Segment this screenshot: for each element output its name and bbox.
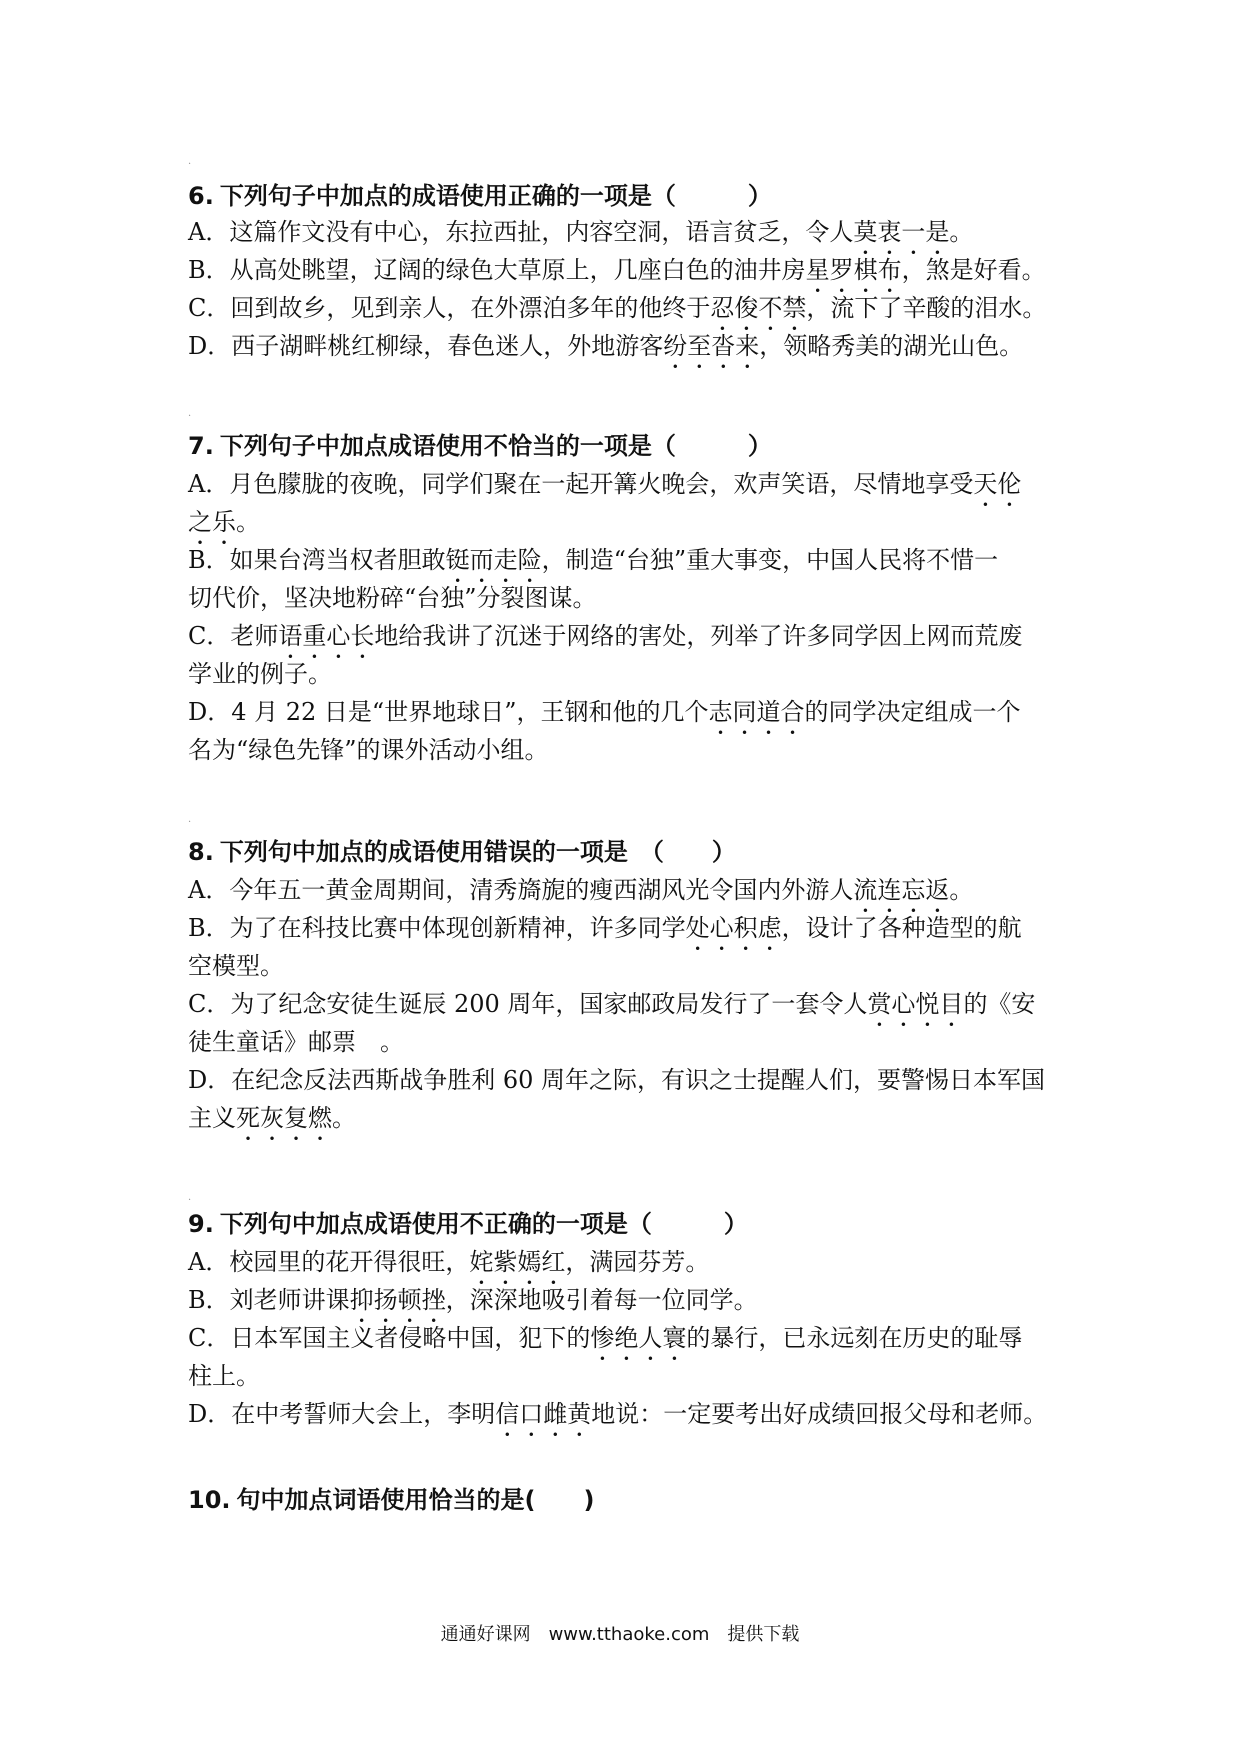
question-8-option-c-cont: 徒生童话》邮票 。 — [188, 1028, 404, 1056]
question-6-option-c: C．回到故乡，见到亲人，在外漂泊多年的他终于忍俊不禁，流下了辛酸的泪水。 — [188, 294, 1047, 322]
question-9-option-d: D．在中考誓师大会上，李明信口雌黄地说：一定要考出好成绩回报父母和老师。 — [188, 1400, 1048, 1428]
question-number: 9. — [188, 1210, 214, 1238]
question-7-title — [188, 426, 1068, 466]
question-7-option-c: C．老师语重心长地给我讲了沉迷于网络的害处，列举了许多同学因上网而荒废 — [188, 622, 1023, 650]
separator-dot: · — [188, 159, 192, 170]
question-10-title — [188, 1480, 1068, 1520]
question-9-option-a: A．校园里的花开得很旺，姹紫嫣红，满园芬芳。 — [188, 1248, 710, 1276]
question-stem: 句中加点词语使用恰当的是( ) — [236, 1486, 595, 1514]
footer-text: 通通好课网 www.tthaoke.com 提供下载 — [440, 1624, 800, 1645]
question-8-title — [188, 832, 1068, 872]
question-8-option-c: C．为了纪念安徒生诞辰 200 周年，国家邮政局发行了一套令人赏心悦目的《安 — [188, 990, 1036, 1018]
question-number: 6. — [188, 182, 214, 210]
question-7-option-c-cont: 学业的例子。 — [188, 660, 332, 688]
question-8-option-d-cont: 主义死灰复燃。 — [188, 1104, 356, 1132]
question-7-option-b: B．如果台湾当权者胆敢铤而走险，制造“台独”重大事变，中国人民将不惜一 — [188, 546, 999, 574]
question-number: 8. — [188, 838, 214, 866]
question-7-option-b-cont: 切代价，坚决地粉碎“台独”分裂图谋。 — [188, 584, 597, 612]
question-9-title — [188, 1204, 1068, 1244]
question-7-option-d-cont: 名为“绿色先锋”的课外活动小组。 — [188, 736, 549, 764]
separator-dot: · — [188, 1195, 192, 1206]
question-9-option-c-cont: 柱上。 — [188, 1362, 260, 1390]
question-8-option-b-cont: 空模型。 — [188, 952, 284, 980]
question-7-option-d: D．4 月 22 日是“世界地球日”，王钢和他的几个志同道合的同学决定组成一个 — [188, 698, 1021, 726]
question-number: 7. — [188, 432, 214, 460]
question-6-option-b: B．从高处眺望，辽阔的绿色大草原上，几座白色的油井房星罗棋布，煞是好看。 — [188, 256, 1046, 284]
question-stem: 下列句子中加点成语使用不恰当的一项是（ ） — [219, 432, 772, 460]
question-number: 10. — [188, 1486, 231, 1514]
question-stem: 下列句中加点的成语使用错误的一项是 （ ） — [219, 838, 736, 866]
question-9-option-c: C．日本军国主义者侵略中国，犯下的惨绝人寰的暴行，已永远刻在历史的耻辱 — [188, 1324, 1023, 1352]
question-8-option-a: A．今年五一黄金周期间，清秀旖旎的瘦西湖风光令国内外游人流连忘返。 — [188, 876, 974, 904]
question-8-option-d: D．在纪念反法西斯战争胜利 60 周年之际，有识之士提醒人们，要警惕日本军国 — [188, 1066, 1046, 1094]
question-8-option-b: B．为了在科技比赛中体现创新精神，许多同学处心积虑，设计了各种造型的航 — [188, 914, 1022, 942]
question-6-option-d: D．西子湖畔桃红柳绿，春色迷人，外地游客纷至沓来，领略秀美的湖光山色。 — [188, 332, 1024, 360]
question-9-option-b: B．刘老师讲课抑扬顿挫，深深地吸引着每一位同学。 — [188, 1286, 758, 1314]
separator-dot: · — [188, 817, 192, 828]
question-stem: 下列句中加点成语使用不正确的一项是（ ） — [219, 1210, 748, 1238]
separator-dot: · — [188, 411, 192, 422]
question-6-title — [188, 176, 1068, 216]
question-6-option-a: A．这篇作文没有中心，东拉西扯，内容空洞，语言贫乏，令人莫衷一是。 — [188, 218, 974, 246]
question-7-option-a-cont: 之乐。 — [188, 508, 260, 536]
question-7-option-a: A．月色朦胧的夜晚，同学们聚在一起开篝火晚会，欢声笑语，尽情地享受天伦 — [188, 470, 1022, 498]
question-stem: 下列句子中加点的成语使用正确的一项是（ ） — [219, 182, 772, 210]
